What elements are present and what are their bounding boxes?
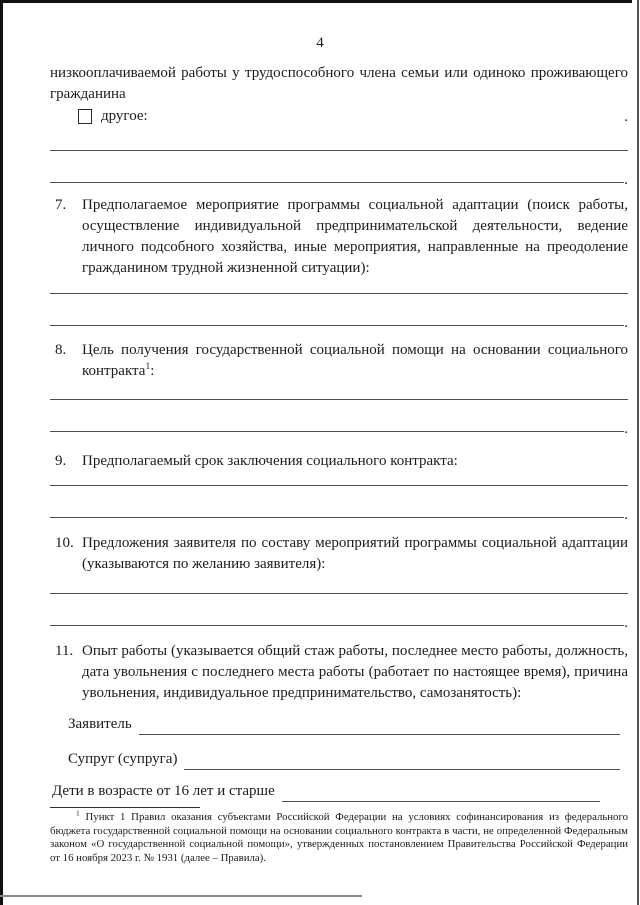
- form-item-9: [50, 451, 628, 472]
- spouse-label: Супруг (супруга): [68, 751, 178, 767]
- spouse-field-row: [50, 748, 620, 770]
- answer-line[interactable]: [50, 293, 628, 294]
- line-end-period: .: [624, 615, 628, 631]
- item-text-main: Цель получения государственной социальной помощи на основании социального контракта: [82, 342, 628, 379]
- page-edge-left: [0, 0, 3, 905]
- item-text-colon: :: [150, 363, 155, 379]
- item-number: 8.: [55, 342, 67, 358]
- item-number: 11.: [55, 643, 74, 659]
- answer-line[interactable]: [50, 485, 628, 486]
- footnote-ref: 1: [145, 362, 151, 372]
- page-edge-bottom-scan-line: [0, 895, 362, 897]
- line-end-period: .: [624, 315, 628, 331]
- applicant-field-row: [50, 713, 620, 735]
- answer-line[interactable]: [50, 399, 628, 400]
- page-number: 4: [316, 35, 324, 51]
- other-checkbox-label: другое:: [101, 108, 148, 124]
- form-item-10: [50, 533, 628, 575]
- children-answer-line[interactable]: [282, 783, 600, 802]
- spouse-answer-line[interactable]: [184, 751, 620, 770]
- intro-continuation-text: низкооплачиваемой работы у трудоспособного члена семьи или одиноко проживающего гражданина: [50, 65, 628, 102]
- item-number: 7.: [55, 197, 67, 213]
- item-number: 9.: [55, 453, 67, 469]
- answer-line[interactable]: [50, 507, 628, 523]
- applicant-answer-line[interactable]: [139, 716, 620, 735]
- footnote: [50, 808, 629, 865]
- form-item-7: [50, 195, 628, 279]
- line-end-period: .: [624, 507, 628, 523]
- children-label: Дети в возрасте от 16 лет и старше: [52, 783, 275, 799]
- footnote-text: Пункт 1 Правил оказания субъектами Российской Федерации на условиях софинансирования из федерального бюджета государственной социальной помощи на основании социального контракта в части, не определенной Федеральным законом «О государственной социальной помощи», утвержденных постановлением Правительства Российской Федерации от 16 ноября 2023 г. № 1931 (далее – Правила).: [50, 811, 629, 864]
- footnote-separator: [50, 807, 200, 808]
- page-edge-right: [637, 0, 639, 905]
- line-end-period: .: [624, 421, 628, 437]
- children-field-row: [50, 780, 600, 802]
- form-item-11: [50, 641, 628, 704]
- other-checkbox[interactable]: [78, 109, 92, 124]
- answer-line[interactable]: [50, 421, 628, 437]
- answer-line[interactable]: [50, 150, 628, 151]
- item-text: Опыт работы (указывается общий стаж работы, последнее место работы, должность, дата увольнения с последнего места работы (работает по настоящее время), причина увольнения, индивидуальное предпринимательство, самозанятость):: [82, 643, 628, 701]
- item-text: Предполагаемое мероприятие программы социальной адаптации (поиск работы, осуществление индивидуальной предпринимательской деятельности, ведение личного подсобного хозяйства, иные мероприятия, направленные на преодоление гражданином трудной жизненной ситуации):: [82, 197, 628, 276]
- item-number: 10.: [55, 535, 74, 551]
- form-item-8: [50, 340, 628, 382]
- answer-line[interactable]: [50, 615, 628, 631]
- item-text: Предполагаемый срок заключения социального контракта:: [82, 453, 458, 469]
- line-end-period: .: [624, 108, 628, 125]
- item-text: [82, 340, 628, 382]
- answer-line[interactable]: [50, 315, 628, 331]
- item-text: Предложения заявителя по составу мероприятий программы социальной адаптации (указываются по желанию заявителя):: [82, 535, 628, 572]
- footnote-marker: 1: [76, 808, 80, 818]
- answer-line[interactable]: [50, 593, 628, 594]
- answer-line[interactable]: [50, 172, 628, 188]
- applicant-label: Заявитель: [68, 716, 132, 732]
- page-edge-top: [0, 0, 632, 3]
- line-end-period: .: [624, 172, 628, 188]
- other-option-row: [50, 107, 628, 126]
